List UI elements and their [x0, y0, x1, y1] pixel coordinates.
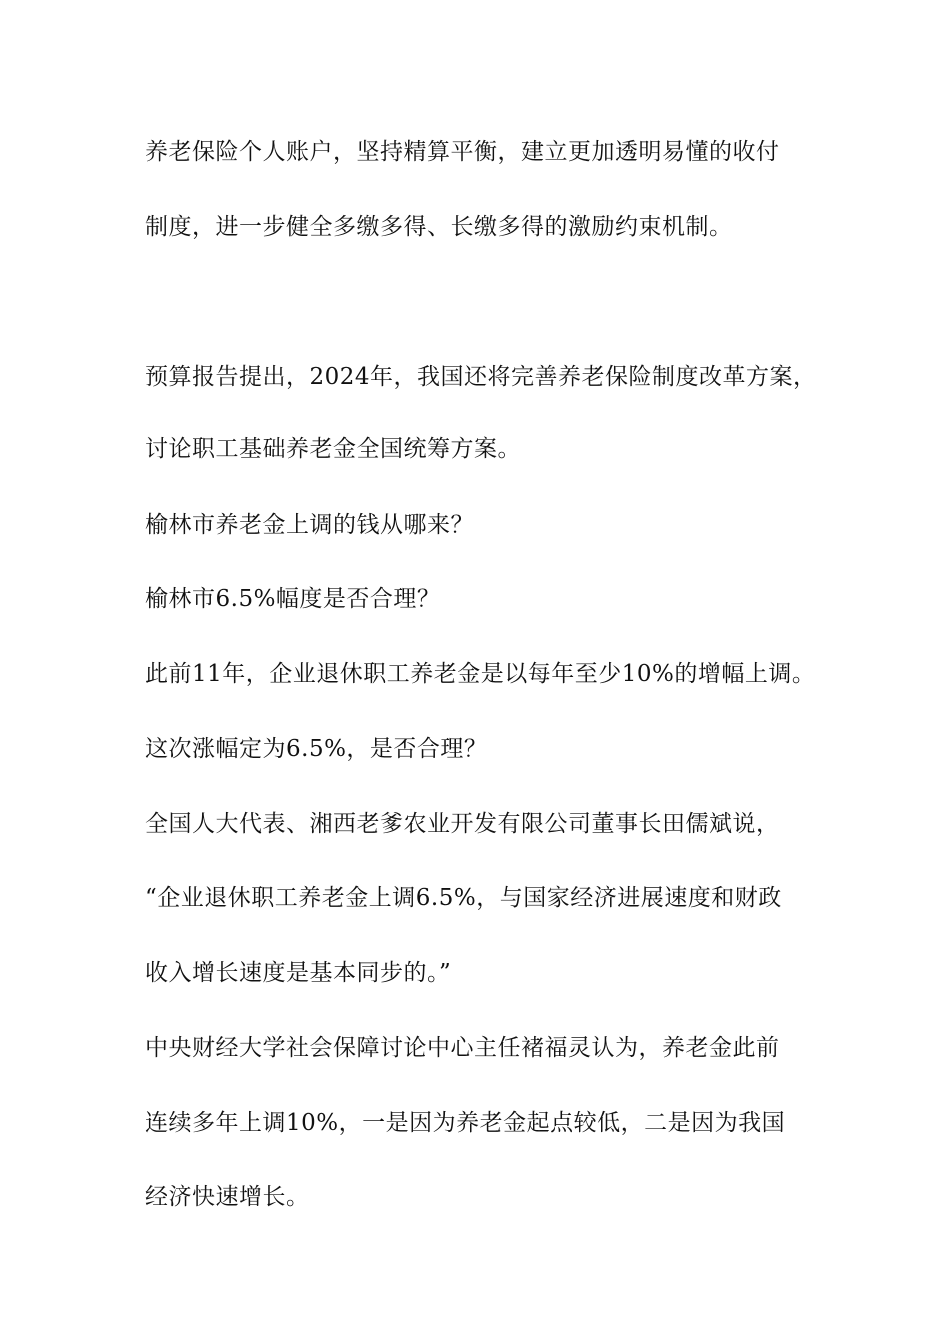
paragraph-line: 养老保险个人账户，坚持精算平衡，建立更加透明易懂的收付: [145, 139, 780, 165]
paragraph-line: 讨论职工基础养老金全国统筹方案。: [145, 436, 521, 462]
paragraph-line: 经济快速增长。: [145, 1184, 310, 1210]
quote-line: “企业退休职工养老金上调6.5%，与国家经济进展速度和财政: [145, 885, 782, 911]
paragraph-line: 全国人大代表、湘西老爹农业开发有限公司董事长田儒斌说，: [145, 811, 780, 837]
paragraph-line: 制度，进一步健全多缴多得、长缴多得的激励约束机制。: [145, 214, 733, 240]
paragraph-line: 中央财经大学社会保障讨论中心主任褚福灵认为，养老金此前: [145, 1035, 780, 1061]
question-heading: 榆林市养老金上调的钱从哪来？: [145, 512, 474, 538]
paragraph-line: 预算报告提出，2024年，我国还将完善养老保险制度改革方案，: [145, 364, 817, 390]
paragraph-line: 此前11年，企业退休职工养老金是以每年至少10%的增幅上调。: [145, 661, 816, 687]
paragraph-line: 这次涨幅定为6.5%，是否合理？: [145, 736, 488, 762]
quote-line: 收入增长速度是基本同步的。”: [145, 960, 452, 986]
question-heading: 榆林市6.5%幅度是否合理？: [145, 586, 441, 612]
paragraph-line: 连续多年上调10%，一是因为养老金起点较低，二是因为我国: [145, 1110, 786, 1136]
